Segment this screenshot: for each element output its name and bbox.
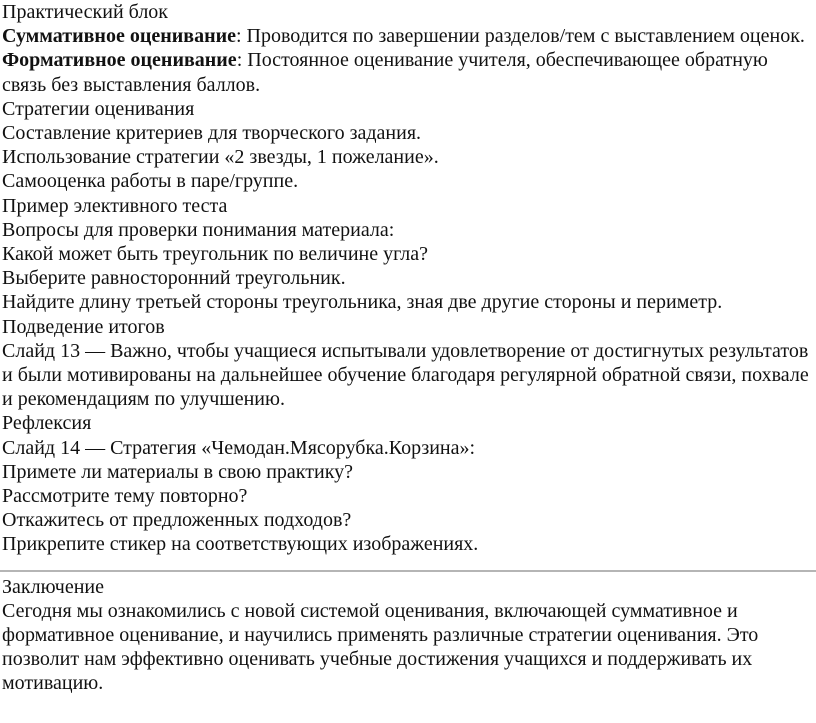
strategy-item: Использование стратегии «2 звезды, 1 пожелание». [2,146,439,169]
conclusion-text: Сегодня мы ознакомились с новой системой оценивания, включающей суммативное и формативное оценивание, и научились применять различные стратегии оценивания. Это позволит нам эффективно оценивать учебные достижения учащихся и поддерживать их мотивацию. [2,599,759,695]
reflection-item: Рассмотрите тему повторно? [2,485,248,508]
summary-text: Слайд 13 — Важно, чтобы учащиеся испытывали удовлетворение от достигнутых результатов и были мотивированы на дальнейшее обучение благодаря регулярной обратной связи, похвале и рекомендациям по улучшению. [2,339,809,411]
reflection-intro: Слайд 14 — Стратегия «Чемодан.Мясорубка.Корзина»: [2,436,476,459]
reflection-heading: Рефлексия [2,412,92,435]
summative-definition [0,24,816,48]
formative-text: : Постоянное оценивание учителя, обеспечивающее обратную связь без выставления баллов. [2,49,768,96]
reflection-item: Откажитесь от предложенных подходов? [2,509,352,532]
strategy-item: Самооценка работы в паре/группе. [2,170,299,193]
summary-heading: Подведение итогов [2,315,165,338]
strategies-heading: Стратегии оценивания [2,97,195,120]
test-question: Найдите длину третьей стороны треугольника, зная две другие стороны и периметр. [2,291,723,314]
reflection-item: Примете ли материалы в свою практику? [2,460,354,483]
test-question: Выберите равносторонний треугольник. [2,267,346,290]
test-heading: Пример элективного теста [2,194,228,217]
practical-block-heading: Практический блок [2,1,169,23]
formative-term: Формативное оценивание [2,49,237,72]
summative-term: Суммативное оценивание [2,25,236,48]
formative-definition [0,48,816,96]
test-intro: Вопросы для проверки понимания материала: [2,218,395,241]
strategy-item: Составление критериев для творческого задания. [2,122,422,145]
summative-text: : Проводится по завершении разделов/тем с выставлением оценок. [236,25,805,48]
reflection-item: Прикрепите стикер на соответствующих изображениях. [2,533,479,556]
test-question: Какой может быть треугольник по величине угла? [2,243,429,266]
section-divider [0,570,816,572]
conclusion-heading: Заключение [2,575,104,598]
